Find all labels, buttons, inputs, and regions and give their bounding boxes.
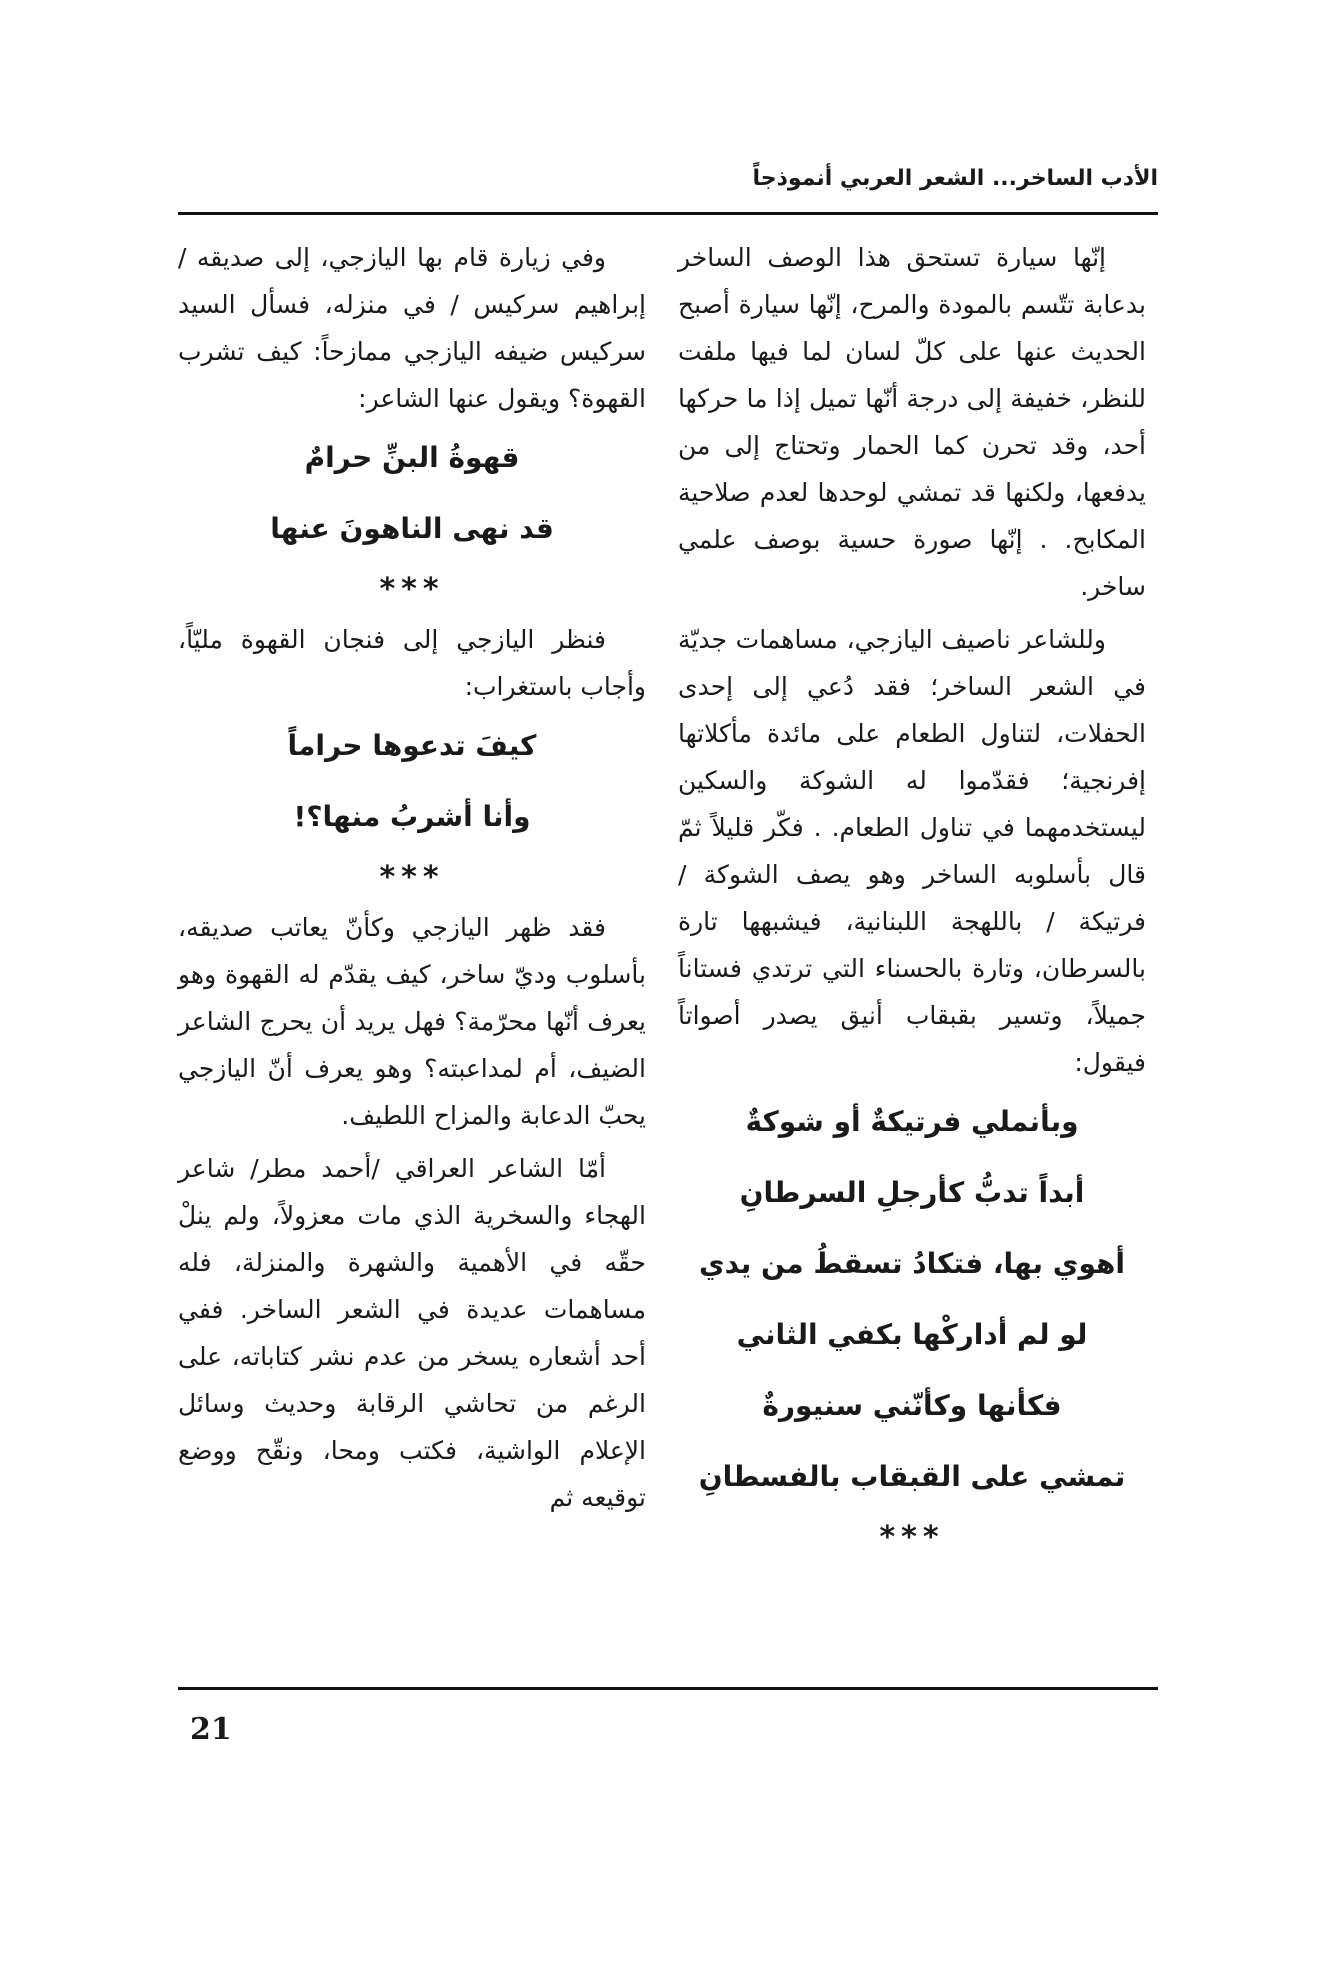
section-separator: *** [379, 572, 445, 607]
section-separator: *** [879, 1520, 945, 1555]
page-number: 21 [190, 1712, 232, 1747]
paragraph: فنظر اليازجي إلى فنجان القهوة مليّاً، وأجاب باستغراب: [178, 625, 646, 701]
footer-rule [178, 1687, 1158, 1690]
paragraph: أمّا الشاعر العراقي /أحمد مطر/ شاعر الهجاء والسخرية الذي مات معزولاً، ولم ينلْ حقّه في الأهمية والشهرة والمنزلة، فله مساهمات عديدة في الشعر الساخر. ففي أحد أشعاره يسخر من عدم نشر كتاباته، على الرغم من تحاشي الرقابة وحديث وسائل الإعلام الواشية، فكتب ومحا، ونقّح ووضع توقيعه ثم [178, 1154, 646, 1512]
verse-line: تمشي على القبقاب بالفسطانِ [698, 1460, 1126, 1493]
verse-line: أبداً تدبُّ كأرجلِ السرطانِ [739, 1176, 1085, 1209]
verse-line: وأنا أشربُ منها؟! [293, 800, 531, 833]
verse-line: لو لم أداركْها بكفي الثاني [736, 1318, 1088, 1351]
paragraph: وللشاعر ناصيف اليازجي، مساهمات جديّة في الشعر الساخر؛ فقد دُعي إلى إحدى الحفلات، لتناول الطعام على مائدة مأكلاتها إفرنجية؛ فقدّموا له الشوكة والسكين ليستخدمهما في تناول الطعام. . فكّر قليلاً ثمّ قال بأسلوبه الساخر وهو يصف الشوكة / فرتيكة / باللهجة اللبنانية، فيشبهها تارة بالسرطان، وتارة بالحسناء التي ترتدي فستاناً جميلاً، وتسير بقبقاب أنيق يصدر أصواتاً فيقول: [678, 625, 1146, 1077]
paragraph: إنّها سيارة تستحق هذا الوصف الساخر بدعابة تتّسم بالمودة والمرح، إنّها سيارة أصبح الحديث عنها على كلّ لسان لما فيها ملفت للنظر، خفيفة إلى درجة أنّها تميل إذا ما حركها أحد، وقد تحرن كما الحمار وتحتاج إلى من يدفعها، ولكنها قد تمشي لوحدها لعدم صلاحية المكابح. . إنّها صورة حسية بوصف علمي ساخر. [678, 243, 1146, 601]
verse-line: وبأنملي فرتيكةٌ أو شوكةٌ [745, 1105, 1079, 1138]
paragraph: فقد ظهر اليازجي وكأنّ يعاتب صديقه، بأسلوب وديّ ساخر، كيف يقدّم له القهوة وهو يعرف أنّها محرّمة؟ فهل يريد أن يحرج الشاعر الضيف، أم لمداعبته؟ وهو يعرف أنّ اليازجي يحبّ الدعابة والمزاح اللطيف. [178, 913, 646, 1130]
right-column [678, 234, 1146, 1564]
running-header: الأدب الساخر... الشعر العربي أنموذجاً [752, 166, 1158, 191]
verse-line: قد نهى الناهونَ عنها [270, 512, 554, 545]
verse-line: قهوةُ البنِّ حرامٌ [304, 441, 520, 474]
section-separator: *** [379, 860, 445, 895]
verse-line: أهوي بها، فتكادُ تسقطُ من يدي [698, 1247, 1126, 1280]
verse-line: فكأنها وكأنّني سنيورةٌ [762, 1389, 1062, 1422]
header-rule [178, 212, 1158, 215]
paragraph: وفي زيارة قام بها اليازجي، إلى صديقه /إبراهيم سركيس / في منزله، فسأل السيد سركيس ضيفه اليازجي ممازحاً: كيف تشرب القهوة؟ ويقول عنها الشاعر: [178, 243, 646, 413]
verse-line: كيفَ تدعوها حراماً [287, 729, 537, 762]
left-column [178, 234, 646, 1521]
